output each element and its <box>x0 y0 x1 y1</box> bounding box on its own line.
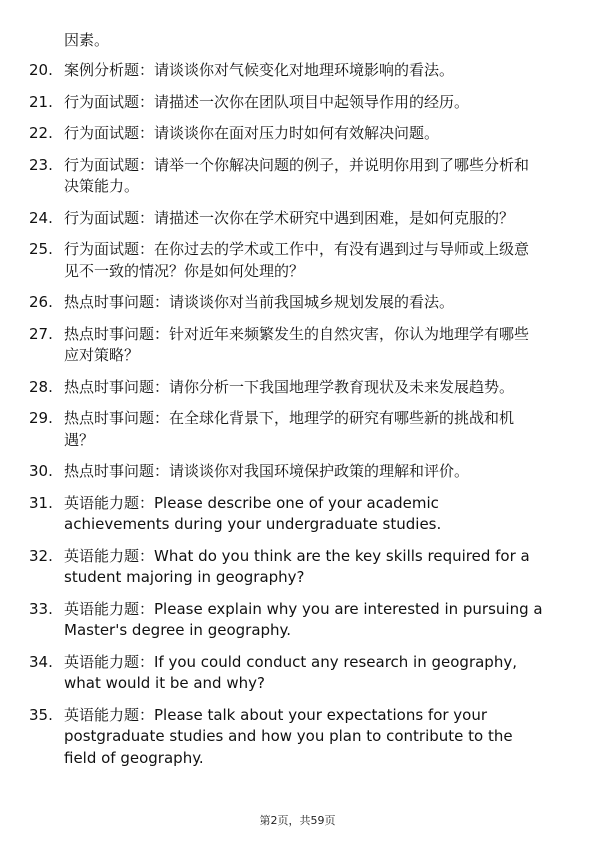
question-text: 热点时事问题：在全球化背景下，地理学的研究有哪些新的挑战和机遇？ <box>64 409 515 449</box>
question-text: 行为面试题：请举一个你解决问题的例子，并说明你用到了哪些分析和决策能力。 <box>64 155 530 195</box>
question-text: 热点时事问题：请谈谈你对当前我国城乡规划发展的看法。 <box>64 293 455 311</box>
question-text: 行为面试题：请描述一次你在学术研究中遇到困难，是如何克服的？ <box>64 208 515 227</box>
question-text: 行为面试题：请描述一次你在团队项目中起领导作用的经历。 <box>64 92 470 111</box>
question-item <box>0 324 595 367</box>
question-item <box>0 408 595 451</box>
question-number: 34. <box>29 652 53 671</box>
question-number: 25. <box>29 240 53 258</box>
question-text: 热点时事问题：请你分析一下我国地理学教育现状及未来发展趋势。 <box>64 377 515 396</box>
question-text: 案例分析题：请谈谈你对气候变化对地理环境影响的看法。 <box>64 61 455 79</box>
question-item <box>0 92 595 114</box>
question-number: 33. <box>29 599 53 618</box>
question-item <box>0 239 595 282</box>
question-list <box>0 60 595 779</box>
question-item <box>0 377 595 399</box>
question-number: 20. <box>29 61 53 79</box>
question-item <box>0 705 595 770</box>
question-text: 行为面试题：在你过去的学术或工作中，有没有遇到过与导师或上级意见不一致的情况？你是如何处理的？ <box>64 240 530 280</box>
question-item <box>0 493 595 536</box>
question-item <box>0 60 595 82</box>
question-text: 热点时事问题：针对近年来频繁发生的自然灾害，你认为地理学有哪些应对策略？ <box>64 324 530 364</box>
question-text: 英语能力题：If you could conduct any research in geography, what would it be and why? <box>64 652 517 692</box>
question-item <box>0 123 595 145</box>
question-item <box>0 155 595 198</box>
question-text: 行为面试题：请谈谈你在面对压力时如何有效解决问题。 <box>64 124 440 142</box>
question-number: 31. <box>29 493 53 512</box>
question-number: 24. <box>29 208 53 227</box>
question-item <box>0 461 595 483</box>
question-number: 23. <box>29 155 53 174</box>
page-number-footer: 第2页，共59页 <box>259 814 336 827</box>
question-number: 35. <box>29 705 53 724</box>
question-item <box>0 652 595 695</box>
question-text: 热点时事问题：请谈谈你对我国环境保护政策的理解和评价。 <box>64 462 470 480</box>
question-number: 27. <box>29 324 53 343</box>
question-item <box>0 599 595 642</box>
question-item <box>0 208 595 230</box>
question-text: 英语能力题：Please explain why you are interested in pursuing a Master's degree in geography. <box>64 599 543 639</box>
question-number: 21. <box>29 92 53 111</box>
question-text: 英语能力题：Please describe one of your academic achievements during your undergraduate studies. <box>64 493 442 533</box>
question-text: 英语能力题：Please talk about your expectations for your postgraduate studies and how you plan to contribute to the field of geography. <box>64 705 513 767</box>
continuation-text: 因素。 <box>64 31 110 49</box>
question-number: 32. <box>29 546 53 565</box>
question-number: 26. <box>29 293 53 311</box>
question-item <box>0 292 595 314</box>
question-number: 22. <box>29 124 53 142</box>
question-number: 30. <box>29 462 53 480</box>
question-number: 28. <box>29 377 53 396</box>
question-number: 29. <box>29 409 53 427</box>
question-item <box>0 546 595 589</box>
question-text: 英语能力题：What do you think are the key skills required for a student majoring in geography? <box>64 546 530 586</box>
